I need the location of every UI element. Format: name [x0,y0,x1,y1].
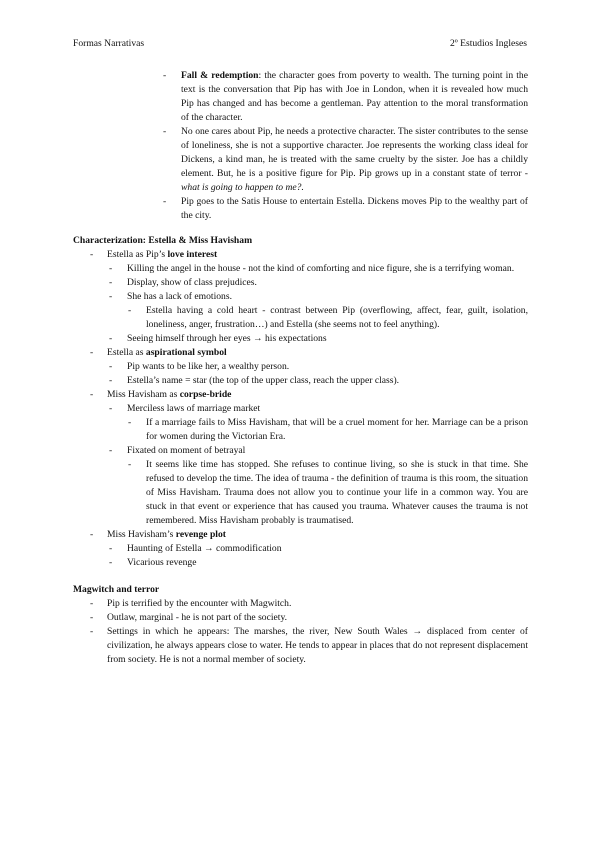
item-bold: corpse-bride [179,389,232,400]
list-item [107,444,528,528]
list-item [73,195,528,223]
item-text: Killing the angel in the house - not the kind of comforting and nice figure, she is a terrifying woman. [127,263,515,274]
item-text: Display, show of class prejudices. [127,277,257,288]
item-text: She has a lack of emotions. [127,291,232,302]
item-text: Pip is terrified by the encounter with Magwitch. [107,598,292,609]
list-item [73,248,528,346]
list-item [107,276,528,290]
term-fall-redemption: Fall & redemption [181,70,259,81]
list-item [107,290,528,332]
item-text: Pip wants to be like her, a wealthy person. [127,361,290,372]
item-text: Haunting of Estella → commodification [127,543,282,554]
header-left: Formas Narrativas [73,38,145,49]
document-body [73,69,528,667]
list-item [73,597,528,611]
item-text: Estella having a cold heart - contrast between Pip (overflowing, affect, fear, guilt, isolation, loneliness, anger, frustration…) and Estella (she seems not to feel anything). [146,305,528,330]
item-text: Merciless laws of marriage market [127,403,261,414]
list-item [73,125,528,195]
item-text: : the character goes from poverty to wealth. The turning point in the text is the conversation that Pip has with Joe in London, when it is revealed how much Pip has changed and has become a gentleman. Pay attention to the moral transformation of the character. [181,70,528,123]
item-text: Estella as [107,347,146,358]
item-text: Seeing himself through her eyes → his expectations [127,333,327,344]
item-text: Vicarious revenge [127,557,197,568]
section-title-characterization: Characterization: Estella & Miss Havisham [73,235,253,246]
item-text: Settings in which he appears: The marshes, the river, New South Wales → displaced from center of civilization, he always appears close to water. He tends to appear in places that do not represent displacement from society. He is not a normal member of society. [107,626,528,665]
item-text: If a marriage fails to Miss Havisham, that will be a cruel moment for her. Marriage can be a prison for women during the Victorian Era. [146,417,528,442]
list-item [107,374,528,388]
item-italic: what is going to happen to me?. [181,182,304,193]
item-text: Estella’s name = star (the top of the upper class, reach the upper class). [127,375,400,386]
intro-list [73,69,528,223]
item-bold: revenge plot [175,529,226,540]
item-text: It seems like time has stopped. She refuses to continue living, so she is stuck in that time. She refused to develop the time. The idea of trauma - the definition of trauma is this room, the situation of Miss Havisham. Trauma does not allow you to continue your life in a common way. You are stuck in that event or experience that has caused you trauma. Whatever causes the trauma is not remembered. Miss Havisham probably is traumatised. [146,459,528,526]
item-text: Fixated on moment of betrayal [127,445,246,456]
list-item [73,388,528,528]
magwitch-list [73,597,528,667]
item-bold: love interest [167,249,218,260]
list-item [127,458,528,528]
characterization-list [73,248,528,570]
list-item [107,402,528,444]
list-item [107,262,528,276]
item-text: Pip goes to the Satis House to entertain Estella. Dickens moves Pip to the wealthy part of the city. [181,196,528,221]
list-item [107,556,528,570]
list-item [73,611,528,625]
item-text: Miss Havisham’s [107,529,176,540]
item-text: Outlaw, marginal - he is not part of the society. [107,612,288,623]
list-item [73,346,528,388]
list-item [127,416,528,444]
list-item [107,360,528,374]
item-text: Estella as Pip’s [107,249,168,260]
list-item [73,625,528,667]
item-text: No one cares about Pip, he needs a protective character. The sister contributes to the sense of loneliness, she is not a supportive character. Joe represents the working class ideal for Dickens, a kind man, he is treated with the same cruelty by the sister. Joe has a childly element. But, he is a positive figure for Pip. Pip grows up in a constant state of terror - [181,126,528,179]
item-bold: aspirational symbol [145,347,227,358]
list-item [127,304,528,332]
list-item [73,528,528,570]
header-right: 2º Estudios Ingleses [449,38,527,49]
item-text: Miss Havisham as [107,389,180,400]
list-item [107,332,528,346]
list-item [107,542,528,556]
list-item [73,69,528,125]
section-title-magwitch: Magwitch and terror [73,584,160,595]
